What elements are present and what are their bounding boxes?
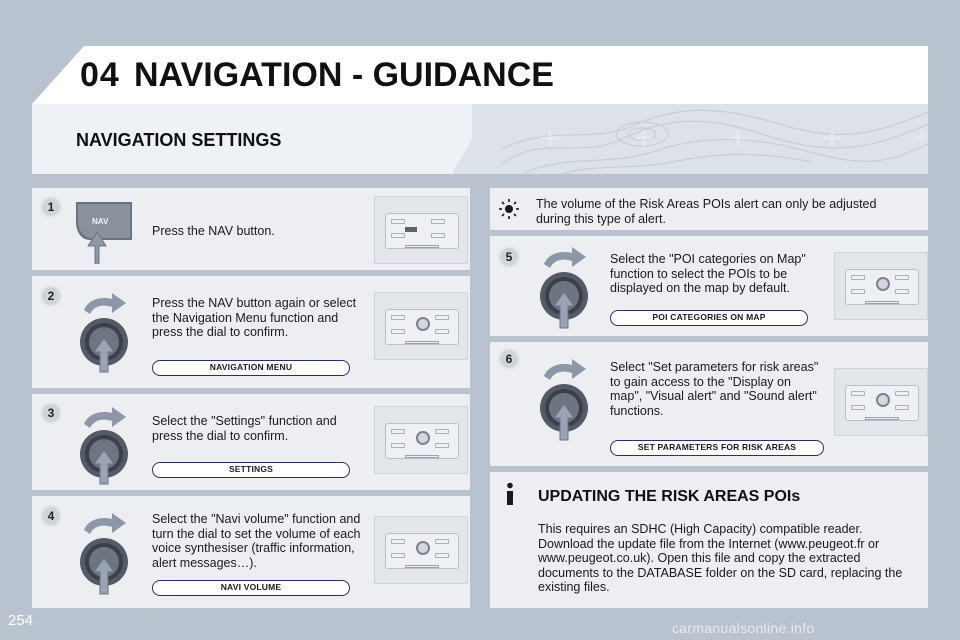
dial-knob [416, 541, 430, 555]
navigation-menu-label: NAVIGATION MENU [152, 360, 350, 376]
step-5-text: Select the "POI categories on Map" function to select the POIs to be displayed on the map by default. [610, 252, 806, 295]
dial-press-icon [534, 356, 594, 444]
dial-knob [416, 431, 430, 445]
nav-button-press-icon [70, 200, 140, 264]
step-3-radio-illustration [374, 406, 468, 474]
step-6-text: Select "Set parameters for risk areas" to gain access to the "Display on map", "Visual alert" and "Sound alert" functions. [610, 360, 819, 418]
step-6-badge: 6 [498, 348, 520, 370]
chapter-number: 04 [80, 56, 120, 94]
step-3-text: Select the "Settings" function and press the dial to confirm. [152, 414, 337, 443]
topographic-map-decoration [502, 104, 928, 174]
svg-text:NAV: NAV [92, 217, 109, 226]
step-6-radio-illustration [834, 368, 928, 436]
step-1-badge: 1 [40, 196, 62, 218]
step-4-text: Select the "Navi volume" function and turn the dial to set the volume of each voice synthesiser (traffic information, alert messages…). [152, 512, 361, 570]
step-4-radio-illustration [374, 516, 468, 584]
highlighted-nav-button [405, 227, 417, 232]
step-5-badge: 5 [498, 246, 520, 268]
section-title: NAVIGATION SETTINGS [76, 130, 282, 150]
header-corner [32, 46, 84, 104]
settings-label: SETTINGS [152, 462, 350, 478]
step-1-text: Press the NAV button. [152, 224, 275, 238]
step-2-text: Press the NAV button again or select the Navigation Menu function and press the dial to confirm. [152, 296, 357, 339]
chapter-title: NAVIGATION - GUIDANCE [134, 56, 554, 94]
info-text: This requires an SDHC (High Capacity) compatible reader. Download the update file from the Internet (www.peugeot.fr or www.peugeot.co.uk). Open this file and copy the extracted documents to the DATABASE folder on the SD card, replacing the existing files. [538, 522, 903, 595]
step-5-radio-illustration [834, 252, 928, 320]
step-4-badge: 4 [40, 505, 62, 527]
poi-categories-label: POI CATEGORIES ON MAP [610, 310, 808, 326]
dial-press-icon [534, 244, 594, 332]
navi-volume-label: NAVI VOLUME [152, 580, 350, 596]
dial-press-icon [74, 404, 134, 488]
set-parameters-label: SET PARAMETERS FOR RISK AREAS [610, 440, 824, 456]
info-title: UPDATING THE RISK AREAS POIs [538, 488, 801, 505]
dial-press-icon [74, 290, 134, 374]
page-number: 254 [8, 612, 34, 629]
step-3-badge: 3 [40, 402, 62, 424]
dial-turn-icon [74, 510, 134, 600]
info-icon [502, 482, 518, 506]
step-2-badge: 2 [40, 285, 62, 307]
sun-tip-icon [498, 198, 520, 220]
step-1-radio-illustration [374, 196, 468, 264]
tip-text: The volume of the Risk Areas POIs alert can only be adjusted during this type of alert. [536, 197, 877, 226]
dial-knob [876, 277, 890, 291]
dial-knob [876, 393, 890, 407]
dial-knob [416, 317, 430, 331]
step-2-radio-illustration [374, 292, 468, 360]
watermark: carmanualsonline.info [672, 620, 815, 636]
